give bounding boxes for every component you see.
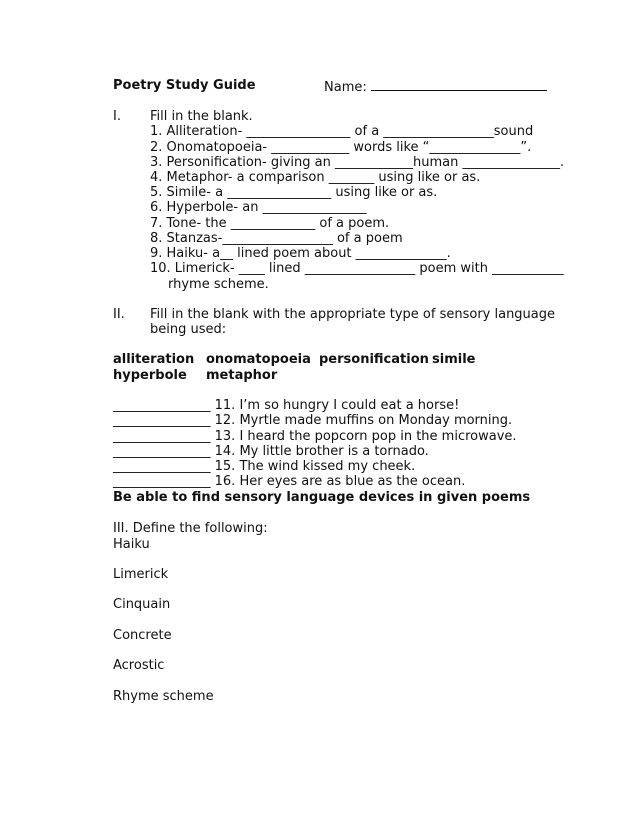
sentence-item: _______________ 14. My little brother is a tornado. bbox=[113, 444, 429, 459]
list-item: 7. Tone- the _____________ of a poem. bbox=[150, 216, 390, 231]
term-item: Rhyme scheme bbox=[113, 689, 214, 704]
sentence-item: _______________ 16. Her eyes are as blue as the ocean. bbox=[113, 474, 466, 489]
name-label: Name: bbox=[324, 78, 547, 96]
word-bank-item: hyperbole bbox=[113, 368, 187, 383]
word-bank-item: alliteration bbox=[113, 352, 195, 367]
sentence-item: _______________ 11. I’m so hungry I could eat a horse! bbox=[113, 398, 460, 413]
section-1-numeral: I. bbox=[113, 109, 121, 124]
section-2-instruction: Fill in the blank with the appropriate type of sensory language bbox=[150, 307, 556, 322]
list-item: 9. Haiku- a__ lined poem about ______________. bbox=[150, 246, 451, 261]
sentence-item: _______________ 13. I heard the popcorn pop in the microwave. bbox=[113, 429, 517, 444]
list-item: 6. Hyperbole- an ________________ bbox=[150, 200, 367, 215]
word-bank-item: personification bbox=[319, 352, 429, 367]
section-3-heading: III. Define the following: bbox=[113, 521, 268, 536]
term-item: Haiku bbox=[113, 537, 150, 552]
list-item: 8. Stanzas-_________________ of a poem bbox=[150, 231, 403, 246]
list-item: 1. Alliteration- ________________ of a _________________sound bbox=[150, 124, 534, 139]
sentence-item: _______________ 12. Myrtle made muffins on Monday morning. bbox=[113, 413, 513, 428]
term-item: Concrete bbox=[113, 628, 172, 643]
section-2-numeral: II. bbox=[113, 307, 125, 322]
page-title: Poetry Study Guide bbox=[113, 78, 256, 93]
list-item: 3. Personification- giving an ____________human _______________. bbox=[150, 155, 565, 170]
sentence-item: _______________ 15. The wind kissed my cheek. bbox=[113, 459, 416, 474]
name-field[interactable] bbox=[371, 78, 547, 91]
word-bank-item: simile bbox=[432, 352, 476, 367]
section-2-instruction-cont: being used: bbox=[150, 322, 227, 337]
section-1-instruction: Fill in the blank. bbox=[150, 109, 253, 124]
term-item: Limerick bbox=[113, 567, 169, 582]
list-item: 5. Simile- a ________________ using like or as. bbox=[150, 185, 438, 200]
list-item: 4. Metaphor- a comparison _______ using like or as. bbox=[150, 170, 481, 185]
list-item: 2. Onomatopoeia- ____________ words like “______________”. bbox=[150, 140, 532, 155]
list-item: 10. Limerick- ____ lined _________________ poem with ___________ bbox=[150, 261, 564, 276]
word-bank-item: onomatopoeia bbox=[206, 352, 311, 367]
list-item-continuation: rhyme scheme. bbox=[168, 277, 269, 292]
term-item: Acrostic bbox=[113, 658, 165, 673]
section-2-note: Be able to find sensory language devices in given poems bbox=[113, 490, 531, 505]
word-bank-item: metaphor bbox=[206, 368, 278, 383]
term-item: Cinquain bbox=[113, 597, 171, 612]
